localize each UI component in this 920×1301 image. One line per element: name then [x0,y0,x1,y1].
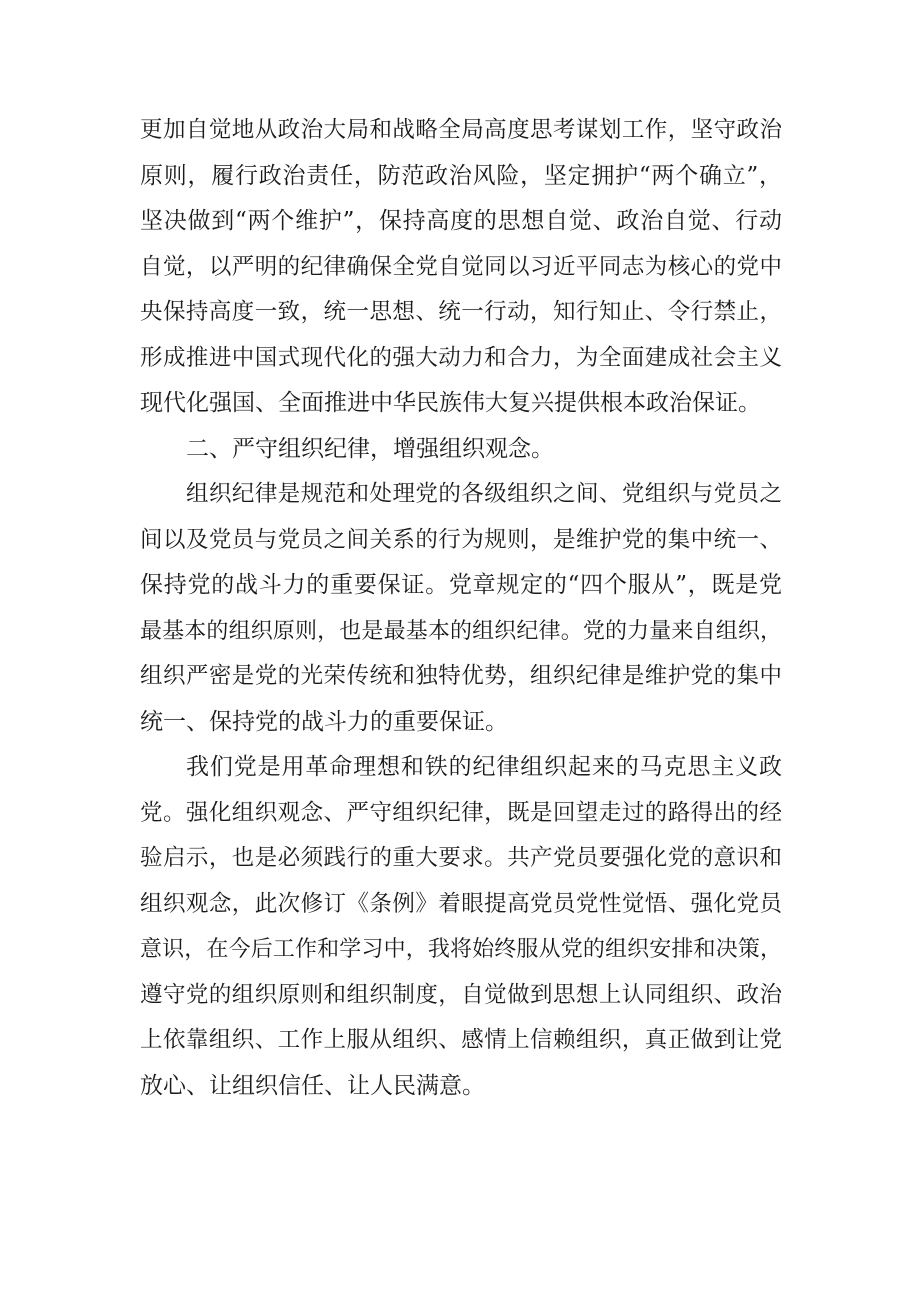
text-line: 统一、保持党的战斗力的重要保证。 [140,708,508,735]
text-line: 现代化强国、全面推进中华民族伟大复兴提供根本政治保证。 [140,390,761,416]
paragraph [140,745,782,1109]
document-body [140,108,782,1109]
text-line: 党。强化组织观念、严守组织纪律，既是回望走过的路得出的经 [140,799,782,826]
text-line: 自觉，以严明的纪律确保全党自觉同以习近平同志为核心的党中 [140,253,782,280]
text-line: 遵守党的组织原则和组织制度，自觉做到思想上认同组织、政治 [140,981,782,1008]
text-line: 验启示，也是必须践行的重大要求。共产党员要强化党的意识和 [140,845,782,871]
text-line: 组织严密是党的光荣传统和独特优势，组织纪律是维护党的集中 [140,663,782,689]
text-line: 最基本的组织原则，也是最基本的组织纪律。党的力量来自组织， [140,618,782,644]
text-line: 坚决做到“两个维护”，保持高度的思想自觉、政治自觉、行动 [140,208,782,234]
text-line: 形成推进中国式现代化的强大动力和合力，为全面建成社会主义 [140,344,782,371]
text-line: 我们党是用革命理想和铁的纪律组织起来的马克思主义政 [186,754,782,780]
section-heading [140,427,782,473]
text-line: 组织纪律是规范和处理党的各级组织之间、党组织与党员之 [186,481,782,507]
text-line: 上依靠组织、工作上服从组织、感情上信赖组织，真正做到让党 [140,1027,782,1053]
text-line: 组织观念，此次修订《条例》着眼提高党员党性觉悟、强化党员 [140,890,782,917]
text-line: 更加自觉地从政治大局和战略全局高度思考谋划工作，坚守政治 [140,117,782,143]
text-line: 放心、让组织信任、让人民满意。 [140,1072,485,1099]
paragraph [140,472,782,745]
text-line: 保持党的战斗力的重要保证。党章规定的“四个服从”，既是党 [140,572,782,598]
text-line: 意识，在今后工作和学习中，我将始终服从党的组织安排和决策， [140,937,782,962]
paragraph [140,108,782,427]
text-line: 间以及党员与党员之间关系的行为规则，是维护党的集中统一、 [140,526,782,553]
text-line: 原则，履行政治责任，防范政治风险，坚定拥护“两个确立”， [140,162,782,189]
text-line: 二、严守组织纪律，增强组织观念。 [186,435,554,462]
text-line: 央保持高度一致，统一思想、统一行动，知行知止、令行禁止， [140,299,782,325]
